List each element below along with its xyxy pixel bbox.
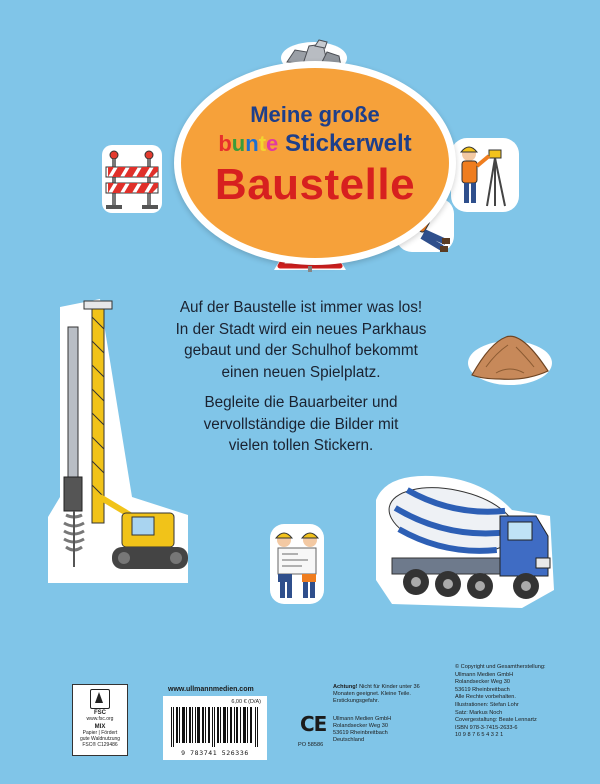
po-number: PO 58586	[298, 742, 324, 748]
publisher-url: www.ullmannmedien.com	[168, 686, 254, 693]
price-label: 6,00 € (D/A)	[231, 699, 261, 705]
bunte-letter: t	[258, 131, 267, 156]
publisher-line: 53619 Rheinbreitbach	[333, 730, 388, 736]
description-line: In der Stadt wird ein neues Parkhaus	[175, 320, 427, 338]
credits-block	[455, 664, 595, 740]
publisher-line: Rolandsecker Weg 30	[333, 723, 388, 729]
publisher-line: Ullmann Medien GmbH	[333, 716, 392, 722]
title-bunte-word	[218, 131, 278, 156]
fsc-website: www.fsc.org	[86, 716, 114, 722]
credits-line: ISBN 978-3-7415-2633-6	[455, 724, 518, 731]
workers-plan-icon	[268, 522, 326, 606]
credits-line: © Copyright und Gesamtherstellung:	[455, 664, 546, 670]
description-line: vervollständige die Bilder mit	[203, 415, 399, 433]
fsc-code: FSC® C129486	[82, 742, 118, 748]
description-line: Auf der Baustelle ist immer was los!	[179, 299, 423, 316]
sand-pile-sticker	[466, 323, 554, 387]
title-line2	[181, 130, 449, 158]
description-paragraph-1	[170, 297, 432, 384]
description-line: Begleite die Bauarbeiter und	[204, 394, 398, 411]
workers-plan-sticker	[268, 522, 326, 606]
fsc-text1: Papier | Fördert	[82, 730, 118, 736]
credits-line: Illustrationen: Stefan Lohr	[455, 701, 519, 708]
fsc-text2: gute Waldnutzung	[79, 736, 121, 742]
credits-line: Satz: Markus Noch	[455, 709, 503, 716]
isbn-digits: 9 783741 526336	[181, 749, 249, 757]
warning-label: Achtung!	[333, 684, 358, 690]
credits-line: Alle Rechte vorbehalten.	[455, 694, 516, 701]
surveyor-worker-icon	[449, 136, 521, 214]
publisher-address	[333, 716, 391, 744]
surveyor-sticker	[449, 136, 521, 214]
fsc-label-box	[72, 684, 128, 756]
barrier-sticker	[100, 143, 164, 215]
bunte-letter: e	[266, 131, 279, 156]
fsc-mix: MIX	[94, 724, 106, 730]
credits-line: Covergestaltung: Beate Lennartz	[455, 717, 537, 724]
bunte-letter: u	[231, 131, 246, 156]
description-paragraph-2	[170, 392, 432, 457]
title-stickerwelt: Stickerwelt	[284, 130, 412, 157]
barcode-icon	[171, 707, 259, 747]
drilling-rig-icon	[40, 297, 190, 587]
title-line1: Meine große	[250, 102, 380, 127]
credits-line: 10 9 8 7 6 5 4 3 2 1	[455, 732, 504, 739]
fsc-logo-text: FSC	[94, 710, 106, 716]
credits-line: 53619 Rheinbreitbach	[455, 686, 510, 693]
warning-body: Nicht für Kinder unter 36 Monaten geeignet. Kleine Teile. Erstickungsgefahr.	[333, 684, 420, 704]
warning-text	[333, 684, 441, 705]
description-line: vielen tollen Stickern.	[228, 437, 374, 455]
description-line: gebaut und der Schulhof bekommt	[184, 342, 418, 360]
title-badge	[181, 68, 449, 258]
credits-line: Ullmann Medien GmbH	[455, 671, 514, 678]
barcode-box	[163, 696, 267, 760]
bunte-letter: n	[245, 131, 259, 156]
description-line: einen neuen Spielplatz.	[221, 364, 381, 382]
barrier-icon	[100, 143, 164, 215]
concrete-mixer-truck-icon	[372, 470, 556, 610]
fsc-tree-icon	[90, 689, 110, 709]
drilling-rig-sticker	[40, 297, 190, 587]
publisher-line: Deutschland	[333, 737, 365, 743]
ce-mark: CE	[300, 712, 327, 736]
page-title: Baustelle	[214, 160, 416, 209]
sand-pile-icon	[466, 323, 554, 387]
concrete-mixer-sticker	[372, 470, 556, 610]
credits-line: Rolandsecker Weg 30	[455, 679, 510, 686]
bunte-letter: b	[218, 131, 232, 156]
